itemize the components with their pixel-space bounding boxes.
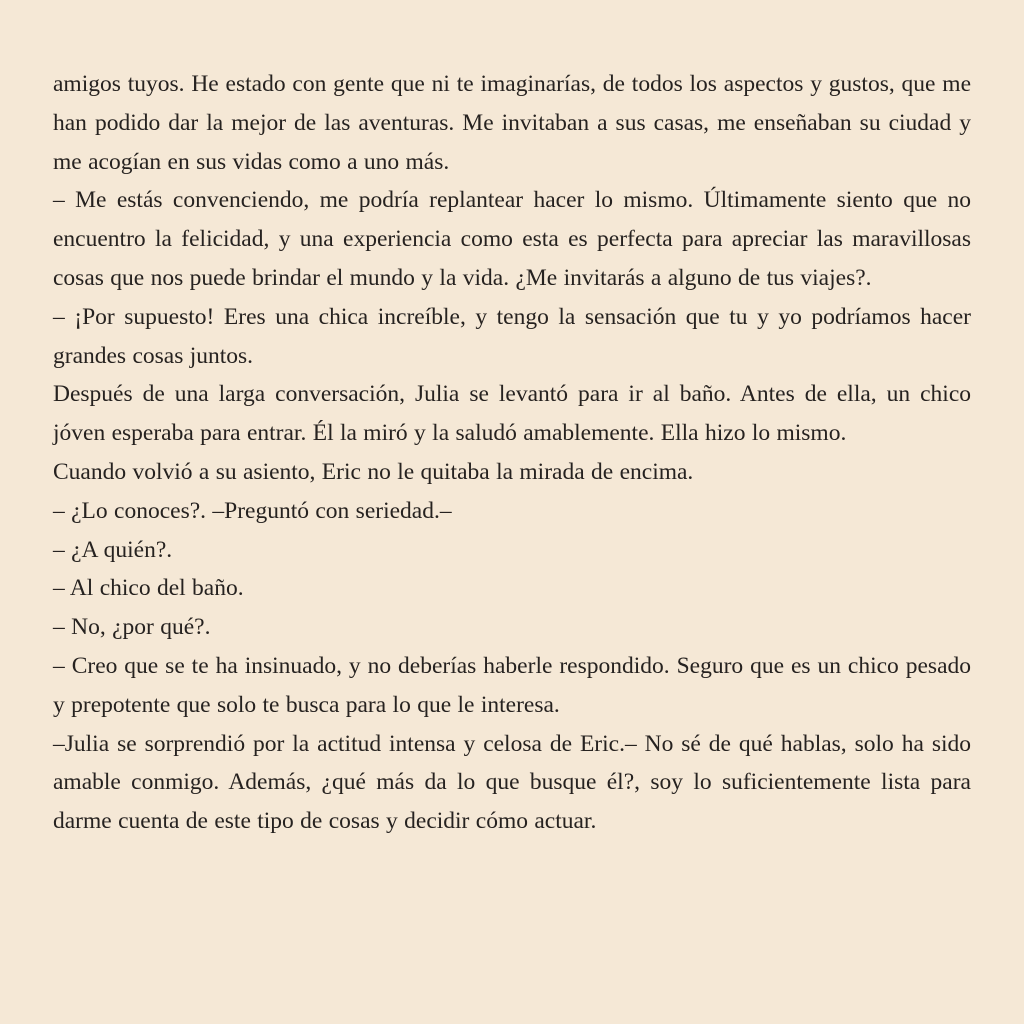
book-page [53, 65, 971, 841]
paragraph-4: Después de una larga conversación, Julia se levantó para ir al baño. Antes de ella, un chico jóven esperaba para entrar. Él la miró y la saludó amablemente. Ella hizo lo mismo. [53, 381, 971, 447]
paragraph-8: – Al chico del baño. [53, 575, 244, 602]
paragraph-7: – ¿A quién?. [53, 536, 173, 563]
paragraph-3: – ¡Por supuesto! Eres una chica increíble, y tengo la sensación que tu y yo podríamos hacer grandes cosas juntos. [53, 303, 971, 369]
paragraph-6: – ¿Lo conoces?. –Preguntó con seriedad.– [53, 497, 452, 524]
paragraph-2: – Me estás convenciendo, me podría replantear hacer lo mismo. Últimamente siento que no encuentro la felicidad, y una experiencia como esta es perfecta para apreciar las maravillosas cosas que nos puede brindar el mundo y la vida. ¿Me invitarás a alguno de tus viajes?. [53, 187, 971, 291]
paragraph-9: – No, ¿por qué?. [53, 614, 211, 641]
paragraph-5: Cuando volvió a su asiento, Eric no le quitaba la mirada de encima. [53, 458, 694, 485]
paragraph-11: –Julia se sorprendió por la actitud intensa y celosa de Eric.– No sé de qué hablas, solo ha sido amable conmigo. Además, ¿qué más da lo que busque él?, soy lo suficientemente lista para darme cuenta de este tipo de cosas y decidir cómo actuar. [53, 730, 971, 835]
paragraph-1: amigos tuyos. He estado con gente que ni te imaginarías, de todos los aspectos y gustos, que me han podido dar la mejor de las aventuras. Me invitaban a sus casas, me enseñaban su ciudad y me acogían en sus vidas como a uno más. [53, 71, 971, 175]
paragraph-10: – Creo que se te ha insinuado, y no deberías haberle respondido. Seguro que es un chico pesado y prepotente que solo te busca para lo que le interesa. [53, 652, 971, 718]
